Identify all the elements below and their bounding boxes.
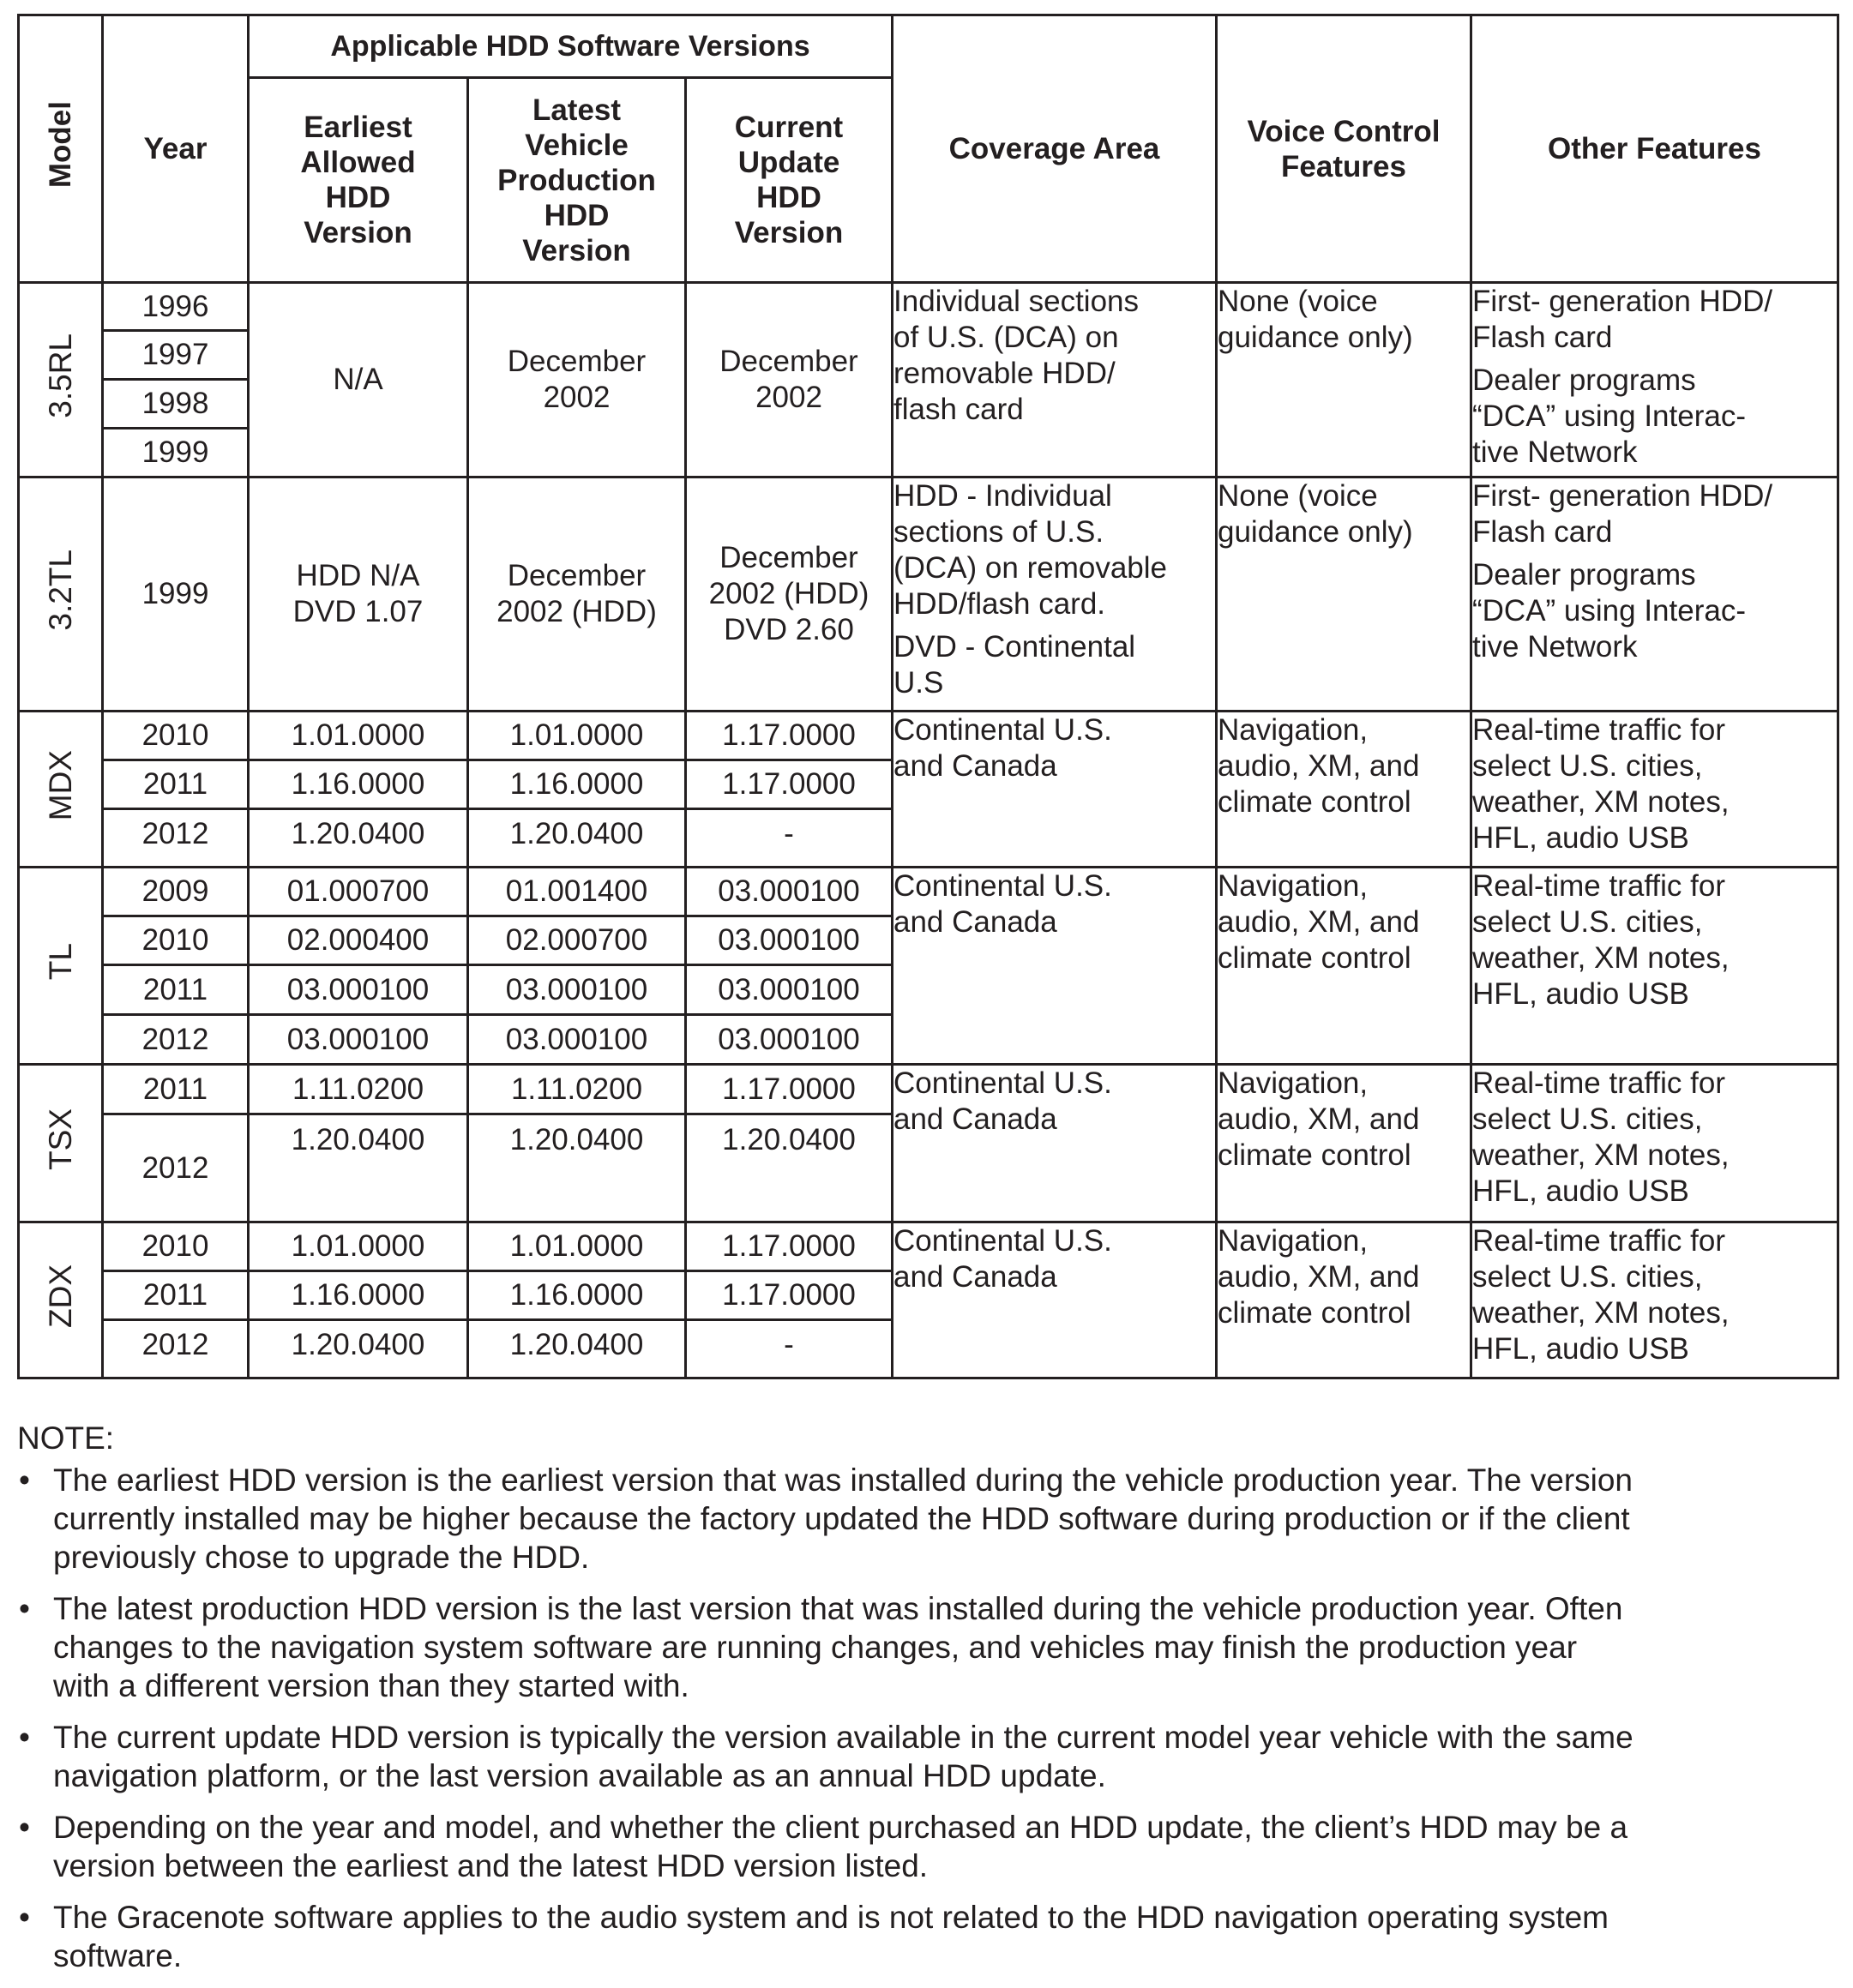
latest-version-cell: 1.20.0400 <box>468 1114 686 1222</box>
latest-version-cell: December 2002 <box>468 283 686 477</box>
latest-version-cell: 03.000100 <box>468 1015 686 1065</box>
current-version-cell: 1.20.0400 <box>686 1114 893 1222</box>
earliest-version-cell: 1.16.0000 <box>249 1271 468 1320</box>
bullet-icon: • <box>19 1810 30 1845</box>
year-cell: 1999 <box>103 429 249 477</box>
current-version-cell: 1.17.0000 <box>686 712 893 760</box>
voice-cell: Navigation, audio, XM, and climate control <box>1217 712 1471 868</box>
current-version-cell: 1.17.0000 <box>686 1271 893 1320</box>
latest-version-cell: 1.16.0000 <box>468 1271 686 1320</box>
year-cell: 2011 <box>103 1271 249 1320</box>
earliest-version-cell: HDD N/A DVD 1.07 <box>249 477 468 712</box>
note-item: • Depending on the year and model, and whether the client purchased an HDD update, the client’s HDD may be a version between the earliest and the latest HDD version listed. <box>19 1810 1628 1883</box>
coverage-cell: Continental U.S. and Canada <box>893 712 1217 868</box>
voice-cell: None (voice guidance only) <box>1217 477 1471 712</box>
current-version-cell: 1.17.0000 <box>686 1065 893 1114</box>
earliest-version-cell: 1.20.0400 <box>249 1114 468 1222</box>
voice-cell: None (voice guidance only) <box>1217 283 1471 477</box>
earliest-version-cell: 01.000700 <box>249 868 468 916</box>
current-version-cell: - <box>686 1320 893 1378</box>
voice-cell: Navigation, audio, XM, and climate control <box>1217 868 1471 1065</box>
model-cell: MDX <box>19 712 103 868</box>
earliest-version-cell: N/A <box>249 283 468 477</box>
header-earliest-version: Earliest Allowed HDD Version <box>249 78 468 283</box>
latest-version-cell: 1.01.0000 <box>468 712 686 760</box>
note-item: • The current update HDD version is typically the version available in the current model year vehicle with the same navigation platform, or the last version available as an annual HDD update. <box>19 1720 1633 1793</box>
header-applicable-versions: Applicable HDD Software Versions <box>249 15 893 78</box>
year-cell: 2011 <box>103 1065 249 1114</box>
coverage-cell: Individual sections of U.S. (DCA) on removable HDD/ flash card <box>893 283 1217 477</box>
current-version-cell: - <box>686 809 893 868</box>
other-features-cell: First- generation HDD/ Flash card Dealer programs “DCA” using Interac- tive Network <box>1471 283 1838 477</box>
note-item: • The earliest HDD version is the earliest version that was installed during the vehicle production year. The version currently installed may be higher because the factory updated the HDD software during production or if the client previously chose to upgrade the HDD. <box>19 1462 1633 1575</box>
model-cell: 3.2TL <box>19 477 103 712</box>
current-version-cell: 03.000100 <box>686 965 893 1015</box>
earliest-version-cell: 1.01.0000 <box>249 1222 468 1271</box>
year-cell: 1999 <box>103 477 249 712</box>
model-cell: ZDX <box>19 1222 103 1378</box>
coverage-cell: Continental U.S. and Canada <box>893 1222 1217 1378</box>
model-cell: TL <box>19 868 103 1065</box>
earliest-version-cell: 03.000100 <box>249 965 468 1015</box>
voice-cell: Navigation, audio, XM, and climate control <box>1217 1065 1471 1222</box>
latest-version-cell: 1.20.0400 <box>468 1320 686 1378</box>
earliest-version-cell: 03.000100 <box>249 1015 468 1065</box>
year-cell: 1997 <box>103 331 249 380</box>
earliest-version-cell: 1.20.0400 <box>249 809 468 868</box>
earliest-version-cell: 1.11.0200 <box>249 1065 468 1114</box>
table-row <box>19 868 1838 916</box>
voice-cell: Navigation, audio, XM, and climate control <box>1217 1222 1471 1378</box>
header-model: Model <box>19 15 103 283</box>
year-cell: 2011 <box>103 760 249 809</box>
latest-version-cell: December 2002 (HDD) <box>468 477 686 712</box>
coverage-cell: Continental U.S. and Canada <box>893 868 1217 1065</box>
table-row <box>19 712 1838 760</box>
bullet-icon: • <box>19 1720 30 1755</box>
earliest-version-cell: 02.000400 <box>249 916 468 965</box>
earliest-version-cell: 1.01.0000 <box>249 712 468 760</box>
note-item: • The Gracenote software applies to the audio system and is not related to the HDD navigation operating system software. <box>19 1900 1609 1973</box>
other-features-cell: Real-time traffic for select U.S. cities, weather, XM notes, HFL, audio USB <box>1471 868 1838 1065</box>
year-cell: 2010 <box>103 1222 249 1271</box>
current-version-cell: 1.17.0000 <box>686 1222 893 1271</box>
hdd-version-table <box>17 14 1839 1379</box>
current-version-cell: 1.17.0000 <box>686 760 893 809</box>
coverage-cell: HDD - Individual sections of U.S. (DCA) on removable HDD/flash card. DVD - Continental U.S <box>893 477 1217 712</box>
note-item: • The latest production HDD version is the last version that was installed during the vehicle production year. Often changes to the navigation system software are running changes, and vehicles may finish the production year with a different version than they started with. <box>19 1591 1623 1703</box>
other-features-cell: Real-time traffic for select U.S. cities, weather, XM notes, HFL, audio USB <box>1471 712 1838 868</box>
earliest-version-cell: 1.16.0000 <box>249 760 468 809</box>
year-cell: 1996 <box>103 283 249 331</box>
latest-version-cell: 02.000700 <box>468 916 686 965</box>
year-cell: 1998 <box>103 380 249 429</box>
latest-version-cell: 03.000100 <box>468 965 686 1015</box>
latest-version-cell: 1.16.0000 <box>468 760 686 809</box>
table-row <box>19 1222 1838 1271</box>
current-version-cell: 03.000100 <box>686 1015 893 1065</box>
other-features-cell: Real-time traffic for select U.S. cities, weather, XM notes, HFL, audio USB <box>1471 1222 1838 1378</box>
current-version-cell: December 2002 (HDD) DVD 2.60 <box>686 477 893 712</box>
bullet-icon: • <box>19 1900 30 1935</box>
year-cell: 2012 <box>103 1114 249 1222</box>
header-coverage-area: Coverage Area <box>893 15 1217 283</box>
year-cell: 2009 <box>103 868 249 916</box>
current-version-cell: 03.000100 <box>686 916 893 965</box>
year-cell: 2011 <box>103 965 249 1015</box>
year-cell: 2010 <box>103 712 249 760</box>
year-cell: 2012 <box>103 809 249 868</box>
header-latest-version: Latest Vehicle Production HDD Version <box>468 78 686 283</box>
year-cell: 2010 <box>103 916 249 965</box>
header-voice-control: Voice Control Features <box>1217 15 1471 283</box>
current-version-cell: December 2002 <box>686 283 893 477</box>
other-features-cell: Real-time traffic for select U.S. cities, weather, XM notes, HFL, audio USB <box>1471 1065 1838 1222</box>
header-other-features: Other Features <box>1471 15 1838 283</box>
table-row <box>19 1065 1838 1114</box>
latest-version-cell: 01.001400 <box>468 868 686 916</box>
header-current-version: Current Update HDD Version <box>686 78 893 283</box>
other-features-cell: First- generation HDD/ Flash card Dealer programs “DCA” using Interac- tive Network <box>1471 477 1838 712</box>
coverage-cell: Continental U.S. and Canada <box>893 1065 1217 1222</box>
header-year: Year <box>103 15 249 283</box>
notes-heading: NOTE: <box>17 1420 115 1456</box>
year-cell: 2012 <box>103 1320 249 1378</box>
bullet-icon: • <box>19 1591 30 1626</box>
latest-version-cell: 1.01.0000 <box>468 1222 686 1271</box>
year-cell: 2012 <box>103 1015 249 1065</box>
model-cell: 3.5RL <box>19 283 103 477</box>
latest-version-cell: 1.20.0400 <box>468 809 686 868</box>
model-cell: TSX <box>19 1065 103 1222</box>
notes-list <box>17 1461 1839 1975</box>
earliest-version-cell: 1.20.0400 <box>249 1320 468 1378</box>
table-row <box>19 283 1838 331</box>
bullet-icon: • <box>19 1462 30 1498</box>
table-row <box>19 477 1838 712</box>
latest-version-cell: 1.11.0200 <box>468 1065 686 1114</box>
notes-section <box>17 1419 1839 1988</box>
current-version-cell: 03.000100 <box>686 868 893 916</box>
